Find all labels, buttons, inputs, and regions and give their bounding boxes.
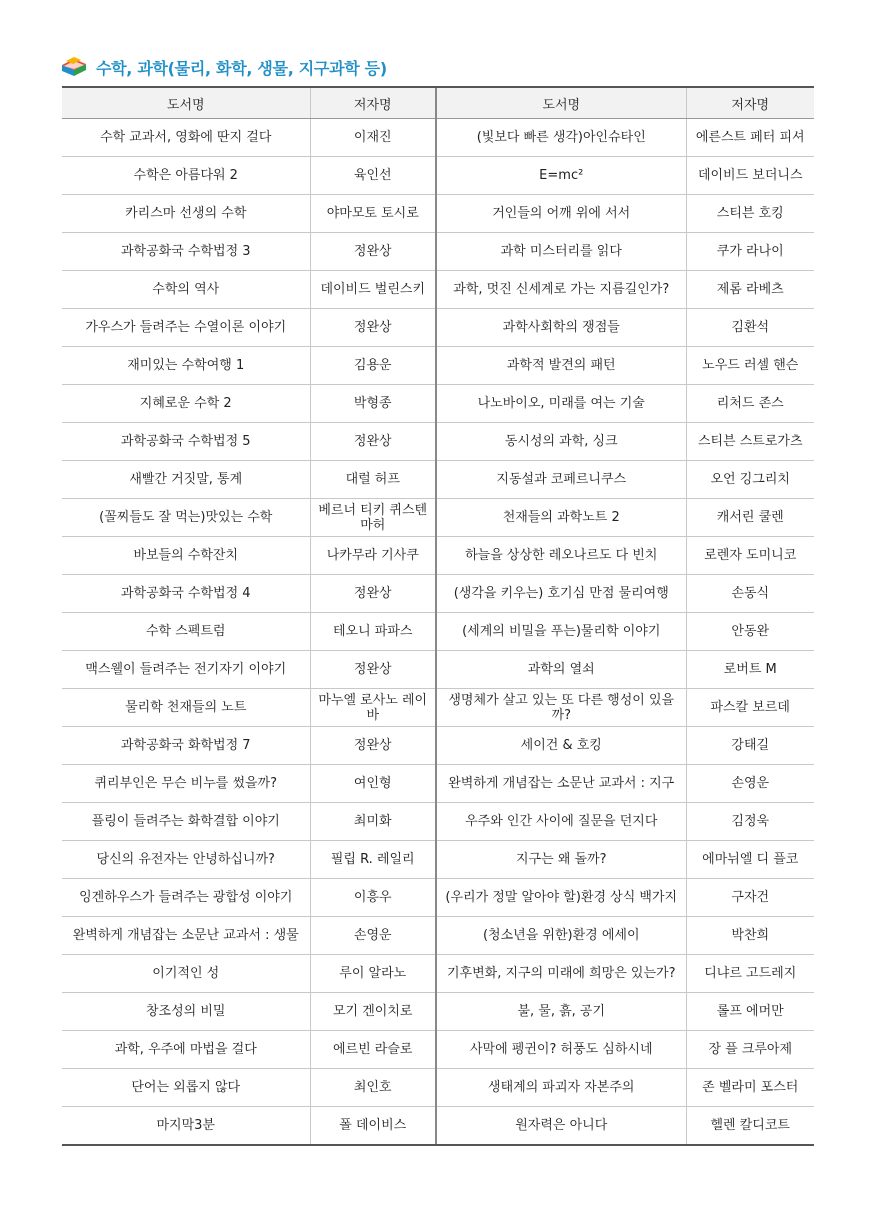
author-right: 존 벨라미 포스터 xyxy=(686,1069,814,1107)
author-right: 파스칼 보르데 xyxy=(686,689,814,727)
author-right: 박찬희 xyxy=(686,917,814,955)
author-left: 여인형 xyxy=(310,765,436,803)
book-title-right: 불, 물, 흙, 공기 xyxy=(436,993,686,1031)
author-left: 대럴 허프 xyxy=(310,461,436,499)
book-title-right: 과학사회학의 쟁점들 xyxy=(436,309,686,347)
book-title-left: 과학공화국 수학법정 4 xyxy=(62,575,310,613)
table-row xyxy=(62,613,814,651)
table-row xyxy=(62,423,814,461)
table-row xyxy=(62,233,814,271)
book-title-left: 당신의 유전자는 안녕하십니까? xyxy=(62,841,310,879)
table-row xyxy=(62,1031,814,1069)
author-left: 정완상 xyxy=(310,651,436,689)
author-right: 에른스트 페터 피셔 xyxy=(686,119,814,157)
author-right: 제롬 라베츠 xyxy=(686,271,814,309)
author-left: 이재진 xyxy=(310,119,436,157)
author-left: 테오니 파파스 xyxy=(310,613,436,651)
table-row xyxy=(62,119,814,157)
book-title-left: 과학, 우주에 마법을 걸다 xyxy=(62,1031,310,1069)
author-left: 김용운 xyxy=(310,347,436,385)
book-title-right: 생명체가 살고 있는 또 다른 행성이 있을까? xyxy=(436,689,686,727)
table-row xyxy=(62,309,814,347)
table-row xyxy=(62,195,814,233)
author-right: 헬렌 칼디코트 xyxy=(686,1107,814,1146)
author-left: 정완상 xyxy=(310,423,436,461)
book-title-right: (생각을 키우는) 호기심 만점 물리여행 xyxy=(436,575,686,613)
author-right: 로렌자 도미니코 xyxy=(686,537,814,575)
book-title-left: 수학은 아름다워 2 xyxy=(62,157,310,195)
book-title-right: 동시성의 과학, 싱크 xyxy=(436,423,686,461)
table-header-row xyxy=(62,87,814,119)
author-left: 정완상 xyxy=(310,575,436,613)
table-row xyxy=(62,651,814,689)
book-title-right: 사막에 펭귄이? 허풍도 심하시네 xyxy=(436,1031,686,1069)
book-title-left: 창조성의 비밀 xyxy=(62,993,310,1031)
author-right: 캐서린 쿨렌 xyxy=(686,499,814,537)
table-row xyxy=(62,271,814,309)
book-title-left: 퀴리부인은 무슨 비누를 썼을까? xyxy=(62,765,310,803)
author-right: 오언 깅그리치 xyxy=(686,461,814,499)
book-title-right: 생태계의 파괴자 자본주의 xyxy=(436,1069,686,1107)
book-title-left: 이기적인 성 xyxy=(62,955,310,993)
author-right: 로버트 M xyxy=(686,651,814,689)
table-row xyxy=(62,689,814,727)
book-title-right: 나노바이오, 미래를 여는 기술 xyxy=(436,385,686,423)
table-row xyxy=(62,727,814,765)
table-row xyxy=(62,1069,814,1107)
author-right: 구자건 xyxy=(686,879,814,917)
table-row xyxy=(62,993,814,1031)
author-left: 손영운 xyxy=(310,917,436,955)
book-title-left: 바보들의 수학잔치 xyxy=(62,537,310,575)
table-row xyxy=(62,537,814,575)
author-right: 손영운 xyxy=(686,765,814,803)
author-right: 김정욱 xyxy=(686,803,814,841)
book-title-left: 잉겐하우스가 들려주는 광합성 이야기 xyxy=(62,879,310,917)
book-title-left: 재미있는 수학여행 1 xyxy=(62,347,310,385)
book-title-right: (세계의 비밀을 푸는)물리학 이야기 xyxy=(436,613,686,651)
book-title-left: 완벽하게 개념잡는 소문난 교과서 : 생물 xyxy=(62,917,310,955)
book-title-left: 과학공화국 화학법정 7 xyxy=(62,727,310,765)
table-row xyxy=(62,347,814,385)
author-left: 폴 데이비스 xyxy=(310,1107,436,1146)
book-title-right: 하늘을 상상한 레오나르도 다 빈치 xyxy=(436,537,686,575)
book-title-right: 세이건 & 호킹 xyxy=(436,727,686,765)
header-title-left: 도서명 xyxy=(62,87,310,119)
author-left: 정완상 xyxy=(310,309,436,347)
author-right: 에마뉘엘 디 플코 xyxy=(686,841,814,879)
book-title-right: 과학적 발견의 패턴 xyxy=(436,347,686,385)
author-right: 스티븐 호킹 xyxy=(686,195,814,233)
book-title-left: 맥스웰이 들려주는 전기자기 이야기 xyxy=(62,651,310,689)
table-row xyxy=(62,575,814,613)
book-title-right: (청소년을 위한)환경 에세이 xyxy=(436,917,686,955)
table-row xyxy=(62,499,814,537)
author-right: 디냐르 고드레지 xyxy=(686,955,814,993)
table-row xyxy=(62,955,814,993)
book-title-left: 수학의 역사 xyxy=(62,271,310,309)
author-right: 안동완 xyxy=(686,613,814,651)
header-author-left: 저자명 xyxy=(310,87,436,119)
book-title-left: 지혜로운 수학 2 xyxy=(62,385,310,423)
book-title-right: 원자력은 아니다 xyxy=(436,1107,686,1146)
author-left: 정완상 xyxy=(310,727,436,765)
book-title-right: 지동설과 코페르니쿠스 xyxy=(436,461,686,499)
author-right: 데이비드 보더니스 xyxy=(686,157,814,195)
book-title-right: 과학의 열쇠 xyxy=(436,651,686,689)
book-title-right: E=mc² xyxy=(436,157,686,195)
author-right: 쿠가 라나이 xyxy=(686,233,814,271)
author-left: 최인호 xyxy=(310,1069,436,1107)
author-left: 야마모토 토시로 xyxy=(310,195,436,233)
book-list-table xyxy=(62,86,814,1146)
book-title-left: 플링이 들려주는 화학결합 이야기 xyxy=(62,803,310,841)
book-title-left: 수학 교과서, 영화에 딴지 걸다 xyxy=(62,119,310,157)
header-title-right: 도서명 xyxy=(436,87,686,119)
book-title-right: 과학, 멋진 신세계로 가는 지름길인가? xyxy=(436,271,686,309)
book-title-right: 기후변화, 지구의 미래에 희망은 있는가? xyxy=(436,955,686,993)
book-title-right: (우리가 정말 알아야 할)환경 상식 백가지 xyxy=(436,879,686,917)
author-right: 노우드 러셀 핸슨 xyxy=(686,347,814,385)
book-title-left: 새빨간 거짓말, 통계 xyxy=(62,461,310,499)
author-right: 스티븐 스트로가츠 xyxy=(686,423,814,461)
book-title-left: 단어는 외롭지 않다 xyxy=(62,1069,310,1107)
author-left: 이흥우 xyxy=(310,879,436,917)
book-title-left: 마지막3분 xyxy=(62,1107,310,1146)
author-left: 정완상 xyxy=(310,233,436,271)
table-row xyxy=(62,157,814,195)
table-row xyxy=(62,1107,814,1146)
author-left: 최미화 xyxy=(310,803,436,841)
table-row xyxy=(62,765,814,803)
author-left: 루이 알라노 xyxy=(310,955,436,993)
section-title: 수학, 과학(물리, 화학, 생물, 지구과학 등) xyxy=(96,58,387,78)
table-row xyxy=(62,841,814,879)
books-icon xyxy=(60,55,88,79)
book-title-right: 천재들의 과학노트 2 xyxy=(436,499,686,537)
author-left: 데이비드 벌린스키 xyxy=(310,271,436,309)
header-author-right: 저자명 xyxy=(686,87,814,119)
book-title-left: 가우스가 들려주는 수열이론 이야기 xyxy=(62,309,310,347)
author-right: 강태길 xyxy=(686,727,814,765)
author-left: 베르너 티키 퀴스텐마허 xyxy=(310,499,436,537)
author-left: 에르빈 라슬로 xyxy=(310,1031,436,1069)
section-heading xyxy=(60,52,387,82)
table-body xyxy=(62,119,814,1146)
author-right: 김환석 xyxy=(686,309,814,347)
table-row xyxy=(62,385,814,423)
book-title-left: 과학공화국 수학법정 5 xyxy=(62,423,310,461)
book-title-left: 물리학 천재들의 노트 xyxy=(62,689,310,727)
author-right: 장 플 크루아제 xyxy=(686,1031,814,1069)
author-left: 마누엘 로사노 레이바 xyxy=(310,689,436,727)
table-row xyxy=(62,917,814,955)
table-row xyxy=(62,803,814,841)
book-title-right: 과학 미스터리를 읽다 xyxy=(436,233,686,271)
book-title-right: (빛보다 빠른 생각)아인슈타인 xyxy=(436,119,686,157)
author-left: 나카무라 기사쿠 xyxy=(310,537,436,575)
book-title-right: 거인들의 어깨 위에 서서 xyxy=(436,195,686,233)
author-right: 리처드 존스 xyxy=(686,385,814,423)
book-title-left: 카리스마 선생의 수학 xyxy=(62,195,310,233)
book-title-right: 완벽하게 개념잡는 소문난 교과서 : 지구 xyxy=(436,765,686,803)
author-left: 모기 겐이치로 xyxy=(310,993,436,1031)
table-row xyxy=(62,461,814,499)
book-title-left: 과학공화국 수학법정 3 xyxy=(62,233,310,271)
author-right: 손동식 xyxy=(686,575,814,613)
book-title-left: (꼴찌들도 잘 먹는)맛있는 수학 xyxy=(62,499,310,537)
book-title-right: 우주와 인간 사이에 질문을 던지다 xyxy=(436,803,686,841)
author-right: 롤프 에머만 xyxy=(686,993,814,1031)
author-left: 필립 R. 레일리 xyxy=(310,841,436,879)
book-title-left: 수학 스펙트럼 xyxy=(62,613,310,651)
author-left: 박형종 xyxy=(310,385,436,423)
author-left: 육인선 xyxy=(310,157,436,195)
table-row xyxy=(62,879,814,917)
book-title-right: 지구는 왜 돌까? xyxy=(436,841,686,879)
